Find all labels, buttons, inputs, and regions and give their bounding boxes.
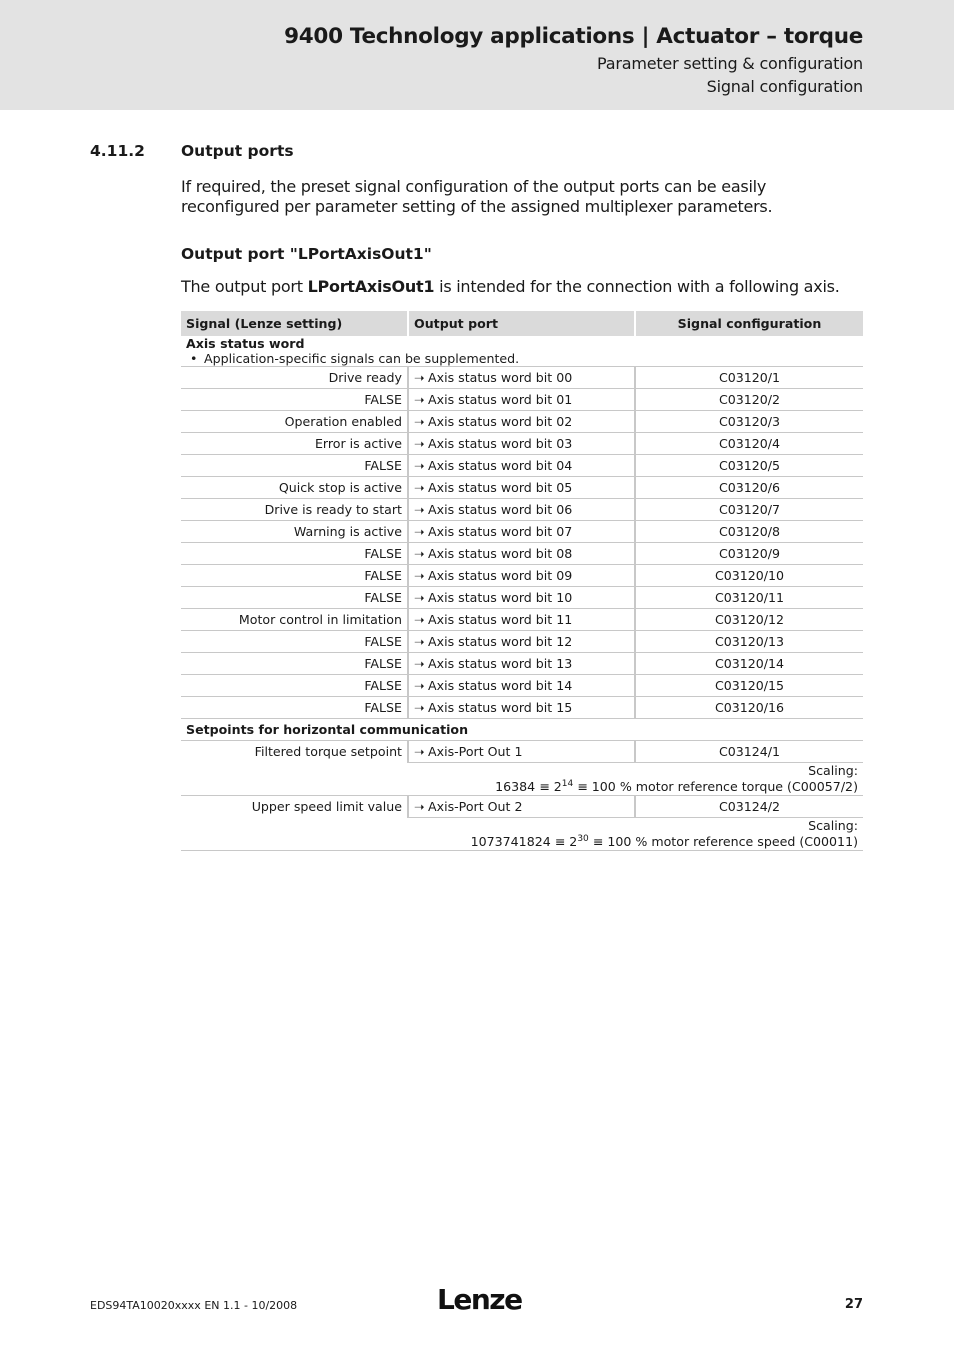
header-output-port: Output port xyxy=(408,311,635,336)
desc-text-2: is intended for the connection with a following axis. xyxy=(434,277,840,296)
group-note-text: Application-specific signals can be supplemented. xyxy=(204,351,520,366)
config-cell: C03120/5 xyxy=(635,455,863,477)
table-row xyxy=(181,389,863,411)
output-port-cell xyxy=(408,477,635,499)
output-port-text: Axis status word bit 07 xyxy=(428,524,573,539)
output-port-text: Axis status word bit 03 xyxy=(428,436,573,451)
scaling-exponent: 14 xyxy=(561,778,574,789)
header-subtitle-2: Signal configuration xyxy=(706,77,863,96)
arrow-right-icon: ➝ xyxy=(414,546,425,561)
table-body xyxy=(181,336,863,851)
output-port-cell xyxy=(408,411,635,433)
config-cell: C03120/15 xyxy=(635,675,863,697)
config-cell: C03120/12 xyxy=(635,609,863,631)
table-row xyxy=(181,609,863,631)
output-port-cell xyxy=(408,675,635,697)
output-port-text: Axis-Port Out 1 xyxy=(428,744,523,759)
arrow-right-icon: ➝ xyxy=(414,414,425,429)
arrow-right-icon: ➝ xyxy=(414,502,425,517)
signal-cell: Upper speed limit value xyxy=(181,796,408,851)
table-row xyxy=(181,631,863,653)
config-cell: C03124/1 xyxy=(635,741,863,763)
page-number: 27 xyxy=(844,1297,863,1312)
arrow-right-icon: ➝ xyxy=(414,612,425,627)
scaling-reference: ≡ 100 % motor reference torque (C00057/2) xyxy=(573,779,858,794)
table-row xyxy=(181,499,863,521)
output-port-text: Axis status word bit 08 xyxy=(428,546,573,561)
output-port-cell xyxy=(408,367,635,389)
table-row xyxy=(181,411,863,433)
group-title: Axis status word xyxy=(186,336,305,351)
table-row xyxy=(181,653,863,675)
config-cell: C03120/13 xyxy=(635,631,863,653)
scaling-formula xyxy=(413,779,858,795)
output-port-cell xyxy=(408,543,635,565)
table-row xyxy=(181,675,863,697)
output-port-text: Axis status word bit 00 xyxy=(428,370,573,385)
config-cell: C03120/11 xyxy=(635,587,863,609)
output-port-cell xyxy=(408,389,635,411)
table-row xyxy=(181,565,863,587)
config-cell: C03120/9 xyxy=(635,543,863,565)
output-port-cell xyxy=(408,697,635,719)
output-port-text: Axis status word bit 06 xyxy=(428,502,573,517)
group-cell xyxy=(181,336,863,367)
footer-doc-id: EDS94TA10020xxxx EN 1.1 - 10/2008 xyxy=(90,1299,298,1312)
group-row-setpoints xyxy=(181,719,863,741)
scaling-cell xyxy=(408,763,863,796)
output-port-text: Axis status word bit 01 xyxy=(428,392,573,407)
output-port-cell xyxy=(408,741,635,763)
config-cell: C03120/3 xyxy=(635,411,863,433)
output-port-cell xyxy=(408,521,635,543)
signal-cell: FALSE xyxy=(181,543,408,565)
signal-cell: Motor control in limitation xyxy=(181,609,408,631)
table-row xyxy=(181,367,863,389)
config-cell: C03120/7 xyxy=(635,499,863,521)
header-signal-config: Signal configuration xyxy=(635,311,863,336)
table-row xyxy=(181,521,863,543)
table-row xyxy=(181,741,863,763)
output-port-text: Axis status word bit 14 xyxy=(428,678,573,693)
output-port-text: Axis status word bit 10 xyxy=(428,590,573,605)
arrow-right-icon: ➝ xyxy=(414,524,425,539)
desc-text-1: The output port xyxy=(181,277,308,296)
arrow-right-icon: ➝ xyxy=(414,436,425,451)
arrow-right-icon: ➝ xyxy=(414,458,425,473)
group-row-axis-status xyxy=(181,336,863,367)
signal-cell: Filtered torque setpoint xyxy=(181,741,408,796)
signal-table xyxy=(181,311,863,851)
group-title: Setpoints for horizontal communication xyxy=(186,722,469,737)
scaling-cell xyxy=(408,818,863,851)
header-signal: Signal (Lenze setting) xyxy=(181,311,408,336)
table-row xyxy=(181,796,863,818)
config-cell: C03124/2 xyxy=(635,796,863,818)
intro-paragraph: If required, the preset signal configuration of the output ports can be easily reconfigured per parameter setting of the assigned multiplexer parameters. xyxy=(181,177,773,216)
output-port-cell xyxy=(408,796,635,818)
config-cell: C03120/8 xyxy=(635,521,863,543)
signal-cell: FALSE xyxy=(181,675,408,697)
output-port-cell xyxy=(408,653,635,675)
arrow-right-icon: ➝ xyxy=(414,700,425,715)
output-port-cell xyxy=(408,565,635,587)
output-port-text: Axis status word bit 02 xyxy=(428,414,573,429)
scaling-label: Scaling: xyxy=(808,818,858,833)
scaling-base: 16384 ≡ 2 xyxy=(495,779,562,794)
table-row xyxy=(181,587,863,609)
output-port-cell xyxy=(408,455,635,477)
config-cell: C03120/4 xyxy=(635,433,863,455)
output-port-text: Axis status word bit 11 xyxy=(428,612,573,627)
signal-cell: Quick stop is active xyxy=(181,477,408,499)
signal-cell: Warning is active xyxy=(181,521,408,543)
lenze-logo: Lenze xyxy=(437,1283,522,1316)
signal-cell: Drive is ready to start xyxy=(181,499,408,521)
bullet-icon: • xyxy=(190,351,198,366)
header-band xyxy=(0,0,954,110)
signal-cell: FALSE xyxy=(181,455,408,477)
subsection-description xyxy=(181,277,840,296)
output-port-cell xyxy=(408,499,635,521)
group-cell xyxy=(181,719,863,741)
section-number: 4.11.2 xyxy=(90,142,145,160)
group-note xyxy=(186,351,858,366)
section-title: Output ports xyxy=(181,142,294,160)
output-port-cell xyxy=(408,609,635,631)
arrow-right-icon: ➝ xyxy=(414,744,425,759)
output-port-text: Axis status word bit 05 xyxy=(428,480,573,495)
scaling-exponent: 30 xyxy=(577,833,589,844)
arrow-right-icon: ➝ xyxy=(414,480,425,495)
arrow-right-icon: ➝ xyxy=(414,678,425,693)
table-row xyxy=(181,455,863,477)
arrow-right-icon: ➝ xyxy=(414,634,425,649)
signal-cell: Drive ready xyxy=(181,367,408,389)
arrow-right-icon: ➝ xyxy=(414,568,425,583)
table-row xyxy=(181,697,863,719)
arrow-right-icon: ➝ xyxy=(414,799,425,814)
output-port-cell xyxy=(408,587,635,609)
signal-cell: Operation enabled xyxy=(181,411,408,433)
signal-cell: FALSE xyxy=(181,697,408,719)
signal-cell: Error is active xyxy=(181,433,408,455)
arrow-right-icon: ➝ xyxy=(414,392,425,407)
config-cell: C03120/2 xyxy=(635,389,863,411)
signal-cell: FALSE xyxy=(181,631,408,653)
desc-bold-port: LPortAxisOut1 xyxy=(307,277,435,296)
config-cell: C03120/6 xyxy=(635,477,863,499)
scaling-formula xyxy=(413,834,858,850)
arrow-right-icon: ➝ xyxy=(414,370,425,385)
output-port-text: Axis status word bit 04 xyxy=(428,458,573,473)
table-row xyxy=(181,543,863,565)
config-cell: C03120/14 xyxy=(635,653,863,675)
signal-cell: FALSE xyxy=(181,565,408,587)
table-row xyxy=(181,433,863,455)
scaling-base: 1073741824 ≡ 2 xyxy=(470,834,578,849)
output-port-text: Axis status word bit 09 xyxy=(428,568,573,583)
page-title: 9400 Technology applications | Actuator – torque xyxy=(284,24,863,49)
signal-cell: FALSE xyxy=(181,389,408,411)
output-port-text: Axis status word bit 13 xyxy=(428,656,573,671)
output-port-text: Axis status word bit 12 xyxy=(428,634,573,649)
output-port-text: Axis-Port Out 2 xyxy=(428,799,523,814)
output-port-cell xyxy=(408,631,635,653)
scaling-label: Scaling: xyxy=(808,763,858,778)
table-header-row xyxy=(181,311,863,336)
subsection-title: Output port "LPortAxisOut1" xyxy=(181,245,432,263)
scaling-reference: ≡ 100 % motor reference speed (C00011) xyxy=(588,834,858,849)
output-port-cell xyxy=(408,433,635,455)
signal-cell: FALSE xyxy=(181,587,408,609)
config-cell: C03120/16 xyxy=(635,697,863,719)
config-cell: C03120/1 xyxy=(635,367,863,389)
arrow-right-icon: ➝ xyxy=(414,656,425,671)
arrow-right-icon: ➝ xyxy=(414,590,425,605)
config-cell: C03120/10 xyxy=(635,565,863,587)
header-subtitle-1: Parameter setting & configuration xyxy=(597,54,863,73)
table-row xyxy=(181,477,863,499)
output-port-text: Axis status word bit 15 xyxy=(428,700,573,715)
signal-cell: FALSE xyxy=(181,653,408,675)
